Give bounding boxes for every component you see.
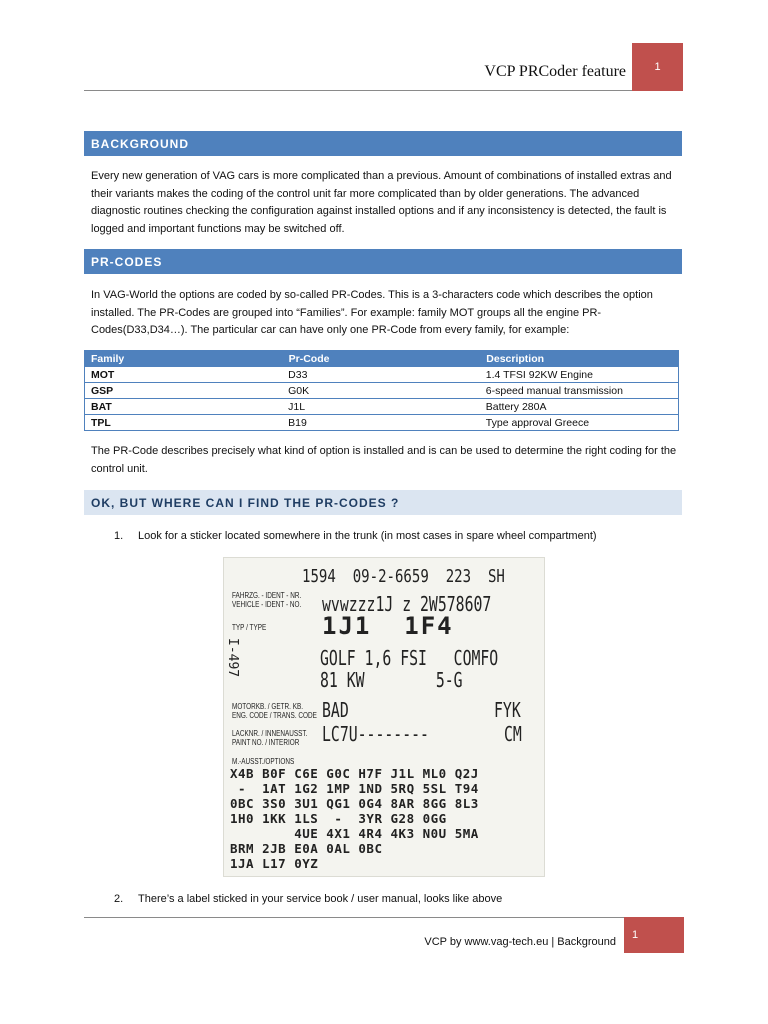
sticker-type-code: 1J1 1F4 [322,612,454,640]
table-row [85,415,679,431]
footer-divider [84,917,624,918]
sticker-label-engine-de: MOTORKB. / GETR. KB. [232,702,304,711]
sticker-option-row: - 1AT 1G2 1MP 1ND 5RQ 5SL T94 [230,781,479,796]
sticker-power: 81 KW 5-G [320,668,463,692]
table-cell-pr-code: J1L [282,399,480,415]
table-header-pr-code: Pr-Code [282,351,480,367]
table-cell-description: 1.4 TFSI 92KW Engine [480,367,679,383]
section-heading-pr-codes: PR-CODES [84,249,682,274]
list-text: Look for a sticker located somewhere in the trunk (in most cases in spare wheel compartment) [138,530,597,542]
table-row [85,399,679,415]
table-cell-family: BAT [85,399,283,415]
sticker-label-options: M.-AUSST./OPTIONS [232,757,295,766]
footer-page-number: 1 [624,917,684,953]
sticker-top-line: 1594 09-2-6659 223 SH [302,566,505,587]
header-divider [84,90,632,91]
section-heading-find-pr-codes: OK, BUT WHERE CAN I FIND THE PR-CODES ? [84,490,682,515]
sticker-label-type: TYP / TYPE [232,623,267,632]
table-cell-description: Battery 280A [480,399,679,415]
table-cell-pr-code: G0K [282,383,480,399]
sticker-interior-code: CM [504,722,522,746]
table-header-row [85,351,679,367]
table-header-description: Description [480,351,679,367]
page-header-title: VCP PRCoder feature [484,63,626,80]
sticker-model: GOLF 1,6 FSI COMFO [320,646,499,670]
sticker-option-row: 4UE 4X1 4R4 4K3 N0U 5MA [230,826,479,841]
pr-code-table [84,350,679,431]
list-text: There’s a label sticked in your service book / user manual, looks like above [138,893,503,905]
list-item-step-1 [114,530,597,542]
table-cell-description: 6-speed manual transmission [480,383,679,399]
section-heading-background: BACKGROUND [84,131,682,156]
pr-code-sticker-photo [223,557,545,877]
table-cell-pr-code: D33 [282,367,480,383]
sticker-paint-code: LC7U-------- [322,722,429,746]
table-row [85,367,679,383]
footer-text: VCP by www.vag-tech.eu | Background [424,936,616,948]
list-item-step-2 [114,893,502,905]
table-header-family: Family [85,351,283,367]
sticker-label-paint-en: PAINT NO. / INTERIOR [232,738,300,747]
sticker-label-ident-de: FAHRZG. - IDENT - NR. [232,591,302,600]
pr-codes-paragraph: In VAG-World the options are coded by so-called PR-Codes. This is a 3-characters code which describes the option installed. The PR-Codes are grouped into “Families”. For example: family MOT groups all the engine PR-Codes(D33,D34…). The particular car can have only one PR-Code from every family, for example: [91,289,653,336]
sticker-option-row: 0BC 3S0 3U1 QG1 0G4 8AR 8GG 8L3 [230,796,479,811]
sticker-vin: wvwzzz1J z 2W578607 [322,592,492,616]
table-cell-family: MOT [85,367,283,383]
table-cell-description: Type approval Greece [480,415,679,431]
sticker-option-row: 1JA L17 0YZ [230,856,319,871]
table-row [85,383,679,399]
list-number: 2. [114,893,124,905]
sticker-label-paint-de: LACKNR. / INNENAUSST. [232,729,308,738]
table-cell-pr-code: B19 [282,415,480,431]
pr-code-explanation: The PR-Code describes precisely what kind of option is installed and is can be used to determine the right coding for the control unit. [91,445,677,475]
list-number: 1. [114,530,124,542]
sticker-option-row: BRM 2JB E0A 0AL 0BC [230,841,383,856]
background-paragraph: Every new generation of VAG cars is more complicated than a previous. Amount of combinations of installed extras and their variants makes the coding of the control unit far more complicated than by older generations. The advanced diagnostic routines checking the configuration against installed options and if any inconsistency is detected, the fault is logged and important functions may be switched off. [91,170,672,235]
sticker-label-ident-en: VEHICLE - IDENT - NO. [232,600,302,609]
table-cell-family: GSP [85,383,283,399]
sticker-option-row: X4B B0F C6E G0C H7F J1L ML0 Q2J [230,766,479,781]
sticker-engine-code: BAD [322,698,349,722]
sticker-trans-code: FYK [494,698,521,722]
sticker-side-number: I-497 [225,638,240,678]
sticker-label-engine-en: ENG. CODE / TRANS. CODE [232,711,317,720]
table-cell-family: TPL [85,415,283,431]
header-page-number: 1 [632,43,683,91]
sticker-option-row: 1H0 1KK 1LS - 3YR G28 0GG [230,811,447,826]
